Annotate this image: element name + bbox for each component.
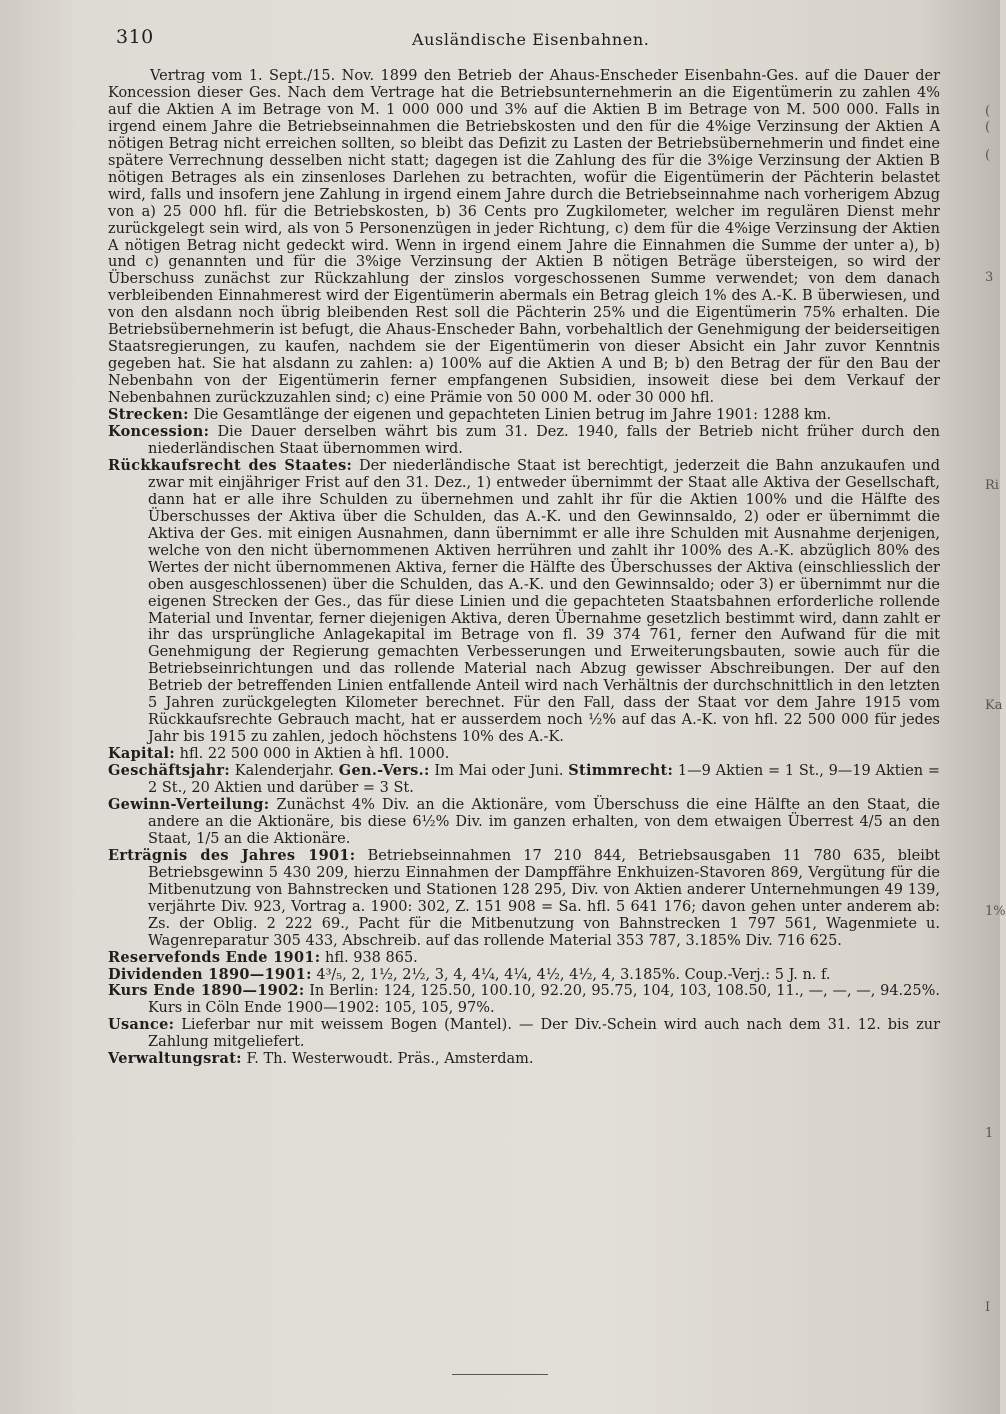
entry-term: Koncession: — [108, 423, 210, 441]
footer-rule — [452, 1374, 548, 1375]
entry-term-gen-vers: Gen.-Vers.: — [338, 762, 430, 780]
entry-text: Der niederländische Staat ist berechtigt, jederzeit die Bahn anzukaufen und zwar mit einjähriger Frist auf den 31. Dez., 1) entweder übernimmt der Staat alle Aktiva der Gesellschaft, dann hat er alle ihre Schulden zu übernehmen und zahlt ihr für die Aktien 100% und die Hälfte des Überschusses der Aktiva über die Schulden, das A.-K. und den Gewinnsaldo, 2) oder er übernimmt die Aktiva der Ges. mit einigen Ausnahmen, dann übernimmt er alle ihre Schulden mit Ausnahme derjenigen, welche von den nicht übernommenen Aktiven herrühren und zahlt ihr 100% des A.-K. abzüglich 80% des Wertes der nicht übernommenen Aktiva, ferner die Hälfte des Überschusses der Aktiva (einschliesslich der oben ausgeschlossenen) über die Schulden, das A.-K. und den Gewinnsaldo; oder 3) er übernimmt nur die eigenen Strecken der Ges., das für diese Linien und die gepachteten Staatsbahnen erforderliche rollende Material und Inventar, ferner diejenigen Aktiva, deren Übernahme gesetzlich bestimmt wird, dann zahlt er ihr das ursprüngliche Anlagekapital im Betrage von fl. 39 374 761, ferner den Aufwand für die mit Genehmigung der Regierung gemachten Verbesserungen und Erweiterungsbauten, sowie auch für die Betriebseinrichtungen und das rollende Material nach Abzug gewisser Abschreibungen. Der auf den Betrieb der betreffenden Linien entfallende Anteil wird nach Verhältnis der durchschnittlich in den letzten 5 Jahren zurückgelegten Kilometer berechnet. Für den Fall, dass der Staat vor dem Jahre 1915 vom Rückkaufsrechte Gebrauch macht, hat er ausserdem noch ½% auf das A.-K. von hfl. 22 500 000 für jedes Jahr bis 1915 zu zahlen, jedoch höchstens 10% des A.-K. — [148, 457, 940, 746]
entry-geschaeftsjahr — [108, 763, 940, 797]
entry-text: Die Gesamtlänge der eigenen und gepachteten Linien betrug im Jahre 1901: 1288 km. — [193, 407, 832, 424]
margin-mark: ( — [985, 104, 991, 119]
margin-mark: Ri — [985, 478, 999, 493]
page-number: 310 — [116, 26, 154, 48]
entry-text: F. Th. Westerwoudt. Präs., Amsterdam. — [246, 1051, 534, 1068]
entry-term: Erträgnis des Jahres 1901: — [108, 846, 356, 864]
entry-term: Verwaltungsrat: — [108, 1050, 242, 1068]
entry-term: Strecken: — [108, 406, 189, 424]
margin-mark: 3 — [985, 270, 994, 285]
entry-term: Rückkaufsrecht des Staates: — [108, 456, 353, 474]
entry-term: Geschäftsjahr: — [108, 762, 231, 780]
entry-text-stimmrecht: 1—9 Aktien = 1 St., 9—19 Aktien = 2 St., 20 Aktien und darüber = 3 St. — [148, 763, 941, 797]
body-text — [108, 68, 940, 1068]
entry-text: hfl. 938 865. — [324, 949, 418, 966]
margin-mark: Ka — [985, 698, 1003, 713]
margin-mark: I — [985, 1300, 991, 1315]
entry-term: Reservefonds Ende 1901: — [108, 948, 321, 966]
entry-text: Die Dauer derselben währt bis zum 31. Dez. 1940, falls der Betrieb nicht früher durch den niederländischen Staat übernommen wird. — [148, 424, 940, 457]
entry-text: 4³/₅, 2, 1½, 2½, 3, 4, 4¼, 4¼, 4½, 4½, 4, 3.185%. Coup.-Verj.: 5 J. n. f. — [316, 966, 831, 983]
page-header — [0, 26, 1000, 56]
entry-rueckkaufsrecht — [108, 458, 940, 746]
entry-verwaltungsrat — [108, 1051, 940, 1068]
entry-term-stimmrecht: Stimmrecht: — [568, 762, 674, 780]
intro-paragraph: Vertrag vom 1. Sept./15. Nov. 1899 den Betrieb der Ahaus-Enscheder Eisenbahn-Ges. auf die Dauer der Koncession dieser Ges. Nach dem Vertrage hat die Betriebsunternehmerin an die Eigentümerin zu zahlen 4% auf die Aktien A im Betrage von M. 1 000 000 und 3% auf die Aktien B im Betrage von M. 500 000. Falls in irgend einem Jahre die Betriebseinnahmen die Betriebskosten und den für die 4%ige Verzinsung der Aktien A nötigen Betrag nicht erreichen sollten, so bleibt das Defizit zu Lasten der Betriebsübernehmerin und findet eine spätere Verrechnung desselben nicht statt; dagegen ist die Zahlung des für die 3%ige Verzinsung der Aktien B nötigen Betrages als ein zinsenloses Darlehen zu betrachten, wofür die Eigentümerin der Pächterin belastet wird, falls und insofern jene Zahlung in irgend einem Jahre durch die Betriebseinnahme nach vorherigem Abzug von a) 25 000 hfl. für die Betriebskosten, b) 36 Cents pro Zugkilometer, welcher im regulären Dienst mehr zurückgelegt sein wird, als von 5 Personenzügen in jeder Richtung, c) dem für die 4%ige Verzinsung der Aktien A nötigen Betrag nicht gedeckt wird. Wenn in irgend einem Jahre die Einnahmen die Summe der unter a), b) und c) genannten und für die 3%ige Verzinsung der Aktien B nötigen Beträge übersteigen, so wird der Überschuss zunächst zur Rückzahlung der zinslos vorgeschossenen Summe verwendet; von dem danach verbleibenden Einnahmerest wird der Eigentümerin abermals ein Betrag gleich 1% des A.-K. B überwiesen, und von den alsdann noch übrig bleibenden Rest soll die Pächterin 25% und die Eigentümerin 75% erhalten. Die Betriebsübernehmerin ist befugt, die Ahaus-Enscheder Bahn, vorbehaltlich der Genehmigung der beiderseitigen Staatsregierungen, zu kaufen, nachdem sie der Eigentümerin von dieser Absicht ein Jahr zuvor Kenntnis gegeben hat. Sie hat alsdann zu zahlen: a) 100% auf die Aktien A und B; b) den Betrag der für den Bau der Nebenbahn von der Eigentümerin ferner empfangenen Subsidien, insoweit diese bei dem Verkauf der Nebenbahnen zurückzuzahlen sind; c) eine Prämie von 50 000 M. oder 30 000 hfl. — [108, 68, 940, 407]
entry-usance — [108, 1017, 940, 1051]
entry-term: Kapital: — [108, 745, 175, 763]
entry-gewinn-verteilung — [108, 797, 940, 848]
margin-mark: 1 — [985, 1126, 994, 1141]
entry-term: Usance: — [108, 1016, 175, 1034]
entry-text: Kalenderjahr. — [234, 763, 335, 780]
entry-kapital — [108, 746, 940, 763]
margin-mark: 1% — [985, 904, 1006, 919]
margin-mark: ( — [985, 120, 991, 135]
margin-mark: ( — [985, 148, 991, 163]
entry-text-gen-vers: Im Mai oder Juni. — [434, 763, 564, 780]
entry-kurs — [108, 983, 940, 1017]
entry-text: hfl. 22 500 000 in Aktien à hfl. 1000. — [179, 746, 450, 763]
entry-text: Betriebseinnahmen 17 210 844, Betriebsausgaben 11 780 635, bleibt Betriebsgewinn 5 430 209, hierzu Einnahmen der Dampffähre Enkhuizen-Stavoren 869, Vergütung für die Mitbenutzung von Bahnstrecken und Stationen 128 295, Div. von Aktien anderer Unternehmungen 49 139, verjährte Div. 923, Vortrag a. 1900: 302, Z. 151 908 = Sa. hfl. 5 641 176; davon gehen unter anderem ab: Zs. der Oblig. 2 222 69., Pacht für die Mitbenutzung von Bahnstrecken 1 797 561, Wagenmiete u. Wagenreparatur 305 433, Abschreib. auf das rollende Material 353 787, 3.185% Div. 716 625. — [148, 847, 940, 949]
entry-koncession — [108, 424, 940, 458]
entry-text: Lieferbar nur mit weissem Bogen (Mantel). — Der Div.-Schein wird auch nach dem 31. 12. bis zur Zahlung mitgeliefert. — [148, 1017, 940, 1051]
entry-ertraegnis — [108, 848, 940, 950]
entry-reservefonds — [108, 950, 940, 967]
entry-term: Gewinn-Verteilung: — [108, 795, 270, 813]
entry-strecken — [108, 407, 940, 424]
entry-text: In Berlin: 124, 125.50, 100.10, 92.20, 95.75, 104, 103, 108.50, 11., —, —, —, 94.25%. Kurs in Cöln Ende 1900—1902: 105, 105, 97%. — [148, 983, 940, 1017]
entry-term: Dividenden 1890—1901: — [108, 965, 312, 983]
entry-dividenden — [108, 967, 940, 984]
entry-text: Zunächst 4% Div. an die Aktionäre, vom Überschuss die eine Hälfte an den Staat, die andere an die Aktionäre, bis diese 6½% Div. im ganzen erhalten, von dem etwaigen Überrest 4/5 an den Staat, 1/5 an die Aktionäre. — [148, 796, 940, 847]
entry-term: Kurs Ende 1890—1902: — [108, 982, 305, 1000]
running-title: Ausländische Eisenbahnen. — [412, 30, 650, 49]
